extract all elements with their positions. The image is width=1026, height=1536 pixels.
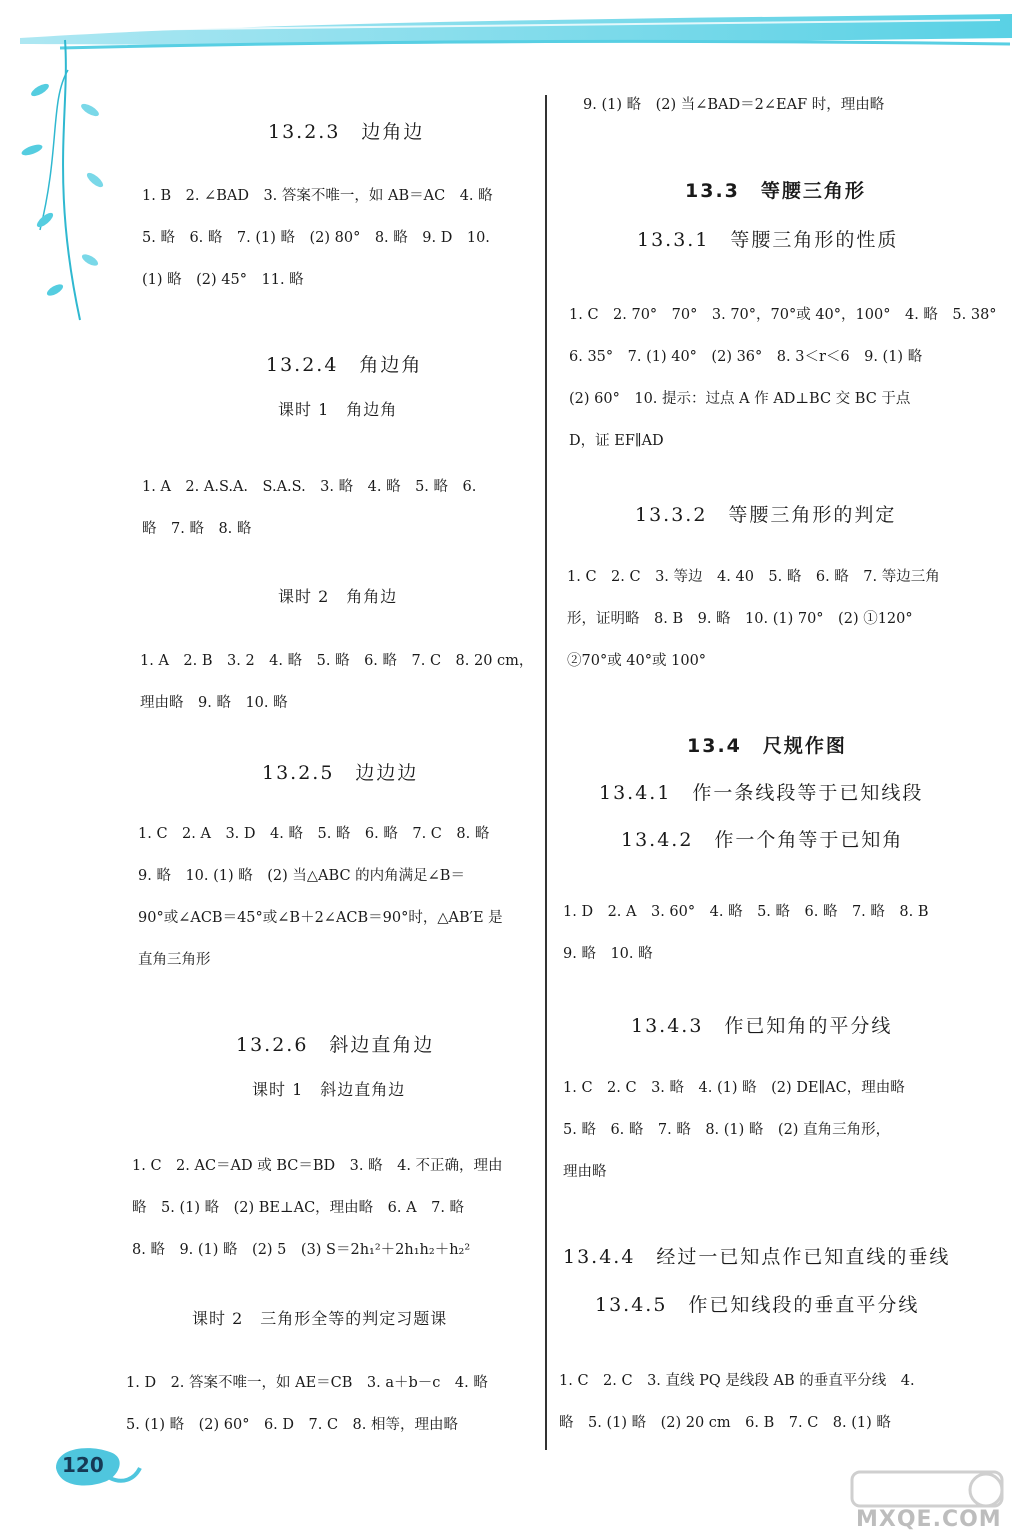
page-number: 120 (62, 1453, 104, 1477)
section-13-2-3-title: 13.2.3 边角边 (268, 121, 425, 143)
header-decoration (0, 0, 1026, 80)
column-divider (545, 95, 547, 1450)
section-13-4-4-title: 13.4.4 经过一已知点作已知直线的垂线 (563, 1246, 951, 1268)
lesson-1-answers: 1. A 2. A.S.A. S.A.S. 3. 略 4. 略 5. 略 6. 略 7. 略 8. 略 (142, 479, 477, 537)
section-13-3-2-title: 13.3.2 等腰三角形的判定 (635, 504, 897, 526)
continued-answer: 9. (1) 略 (2) 当∠BAD＝2∠EAF 时，理由略 (583, 97, 885, 113)
section-13-4-3-title: 13.4.3 作已知角的平分线 (631, 1015, 893, 1037)
section-13-3-1-answers: 1. C 2. 70° 70° 3. 70°，70°或 40°，100° 4. 略 5. 38° 6. 35° 7. (1) 40° (2) 36° 8. 3＜r＜6 9. (1) 略 (2) 60° 10. 提示：过点 A 作 AD⊥BC 交 BC 于点 D，证 EF∥AD (569, 307, 997, 449)
section-13-2-6-answers-1: 1. C 2. AC＝AD 或 BC＝BD 3. 略 4. 不正确，理由 略 5. (1) 略 (2) BE⊥AC，理由略 6. A 7. 略 8. 略 9. (1) 略 (2) 5 (3) S＝2h₁²＋2h₁h₂＋h₂² (132, 1158, 503, 1258)
section-13-2-6-answers-2: 1. D 2. 答案不唯一，如 AE＝CB 3. a＋b－c 4. 略 5. (1) 略 (2) 60° 6. D 7. C 8. 相等，理由略 (126, 1375, 488, 1433)
section-13-3-2-answers: 1. C 2. C 3. 等边 4. 40 5. 略 6. 略 7. 等边三角 形，证明略 8. B 9. 略 10. (1) 70° (2) ①120° ②70°或 40°或 100° (567, 569, 940, 669)
section-13-4-1-title: 13.4.1 作一条线段等于已知线段 (599, 782, 924, 804)
vine-decoration (10, 30, 120, 330)
lesson-2-title: 课时 2 角角边 (278, 587, 398, 606)
section-13-4-3-answers: 1. C 2. C 3. 略 4. (1) 略 (2) DE∥AC，理由略 5. 略 6. 略 7. 略 8. (1) 略 (2) 直角三角形， 理由略 (563, 1080, 905, 1180)
lesson-2-review-title: 课时 2 三角形全等的判定习题课 (192, 1309, 448, 1328)
section-13-2-5-title: 13.2.5 边边边 (262, 762, 419, 784)
lesson-1-title: 课时 1 角边角 (278, 400, 398, 419)
section-13-3-1-title: 13.3.1 等腰三角形的性质 (637, 229, 899, 251)
lesson-2-answers: 1. A 2. B 3. 2 4. 略 5. 略 6. 略 7. C 8. 20 cm， 理由略 9. 略 10. 略 (140, 653, 534, 711)
section-13-2-6-title: 13.2.6 斜边直角边 (236, 1034, 435, 1056)
section-13-4-5-title: 13.4.5 作已知线段的垂直平分线 (595, 1294, 920, 1316)
section-13-2-5-answers: 1. C 2. A 3. D 4. 略 5. 略 6. 略 7. C 8. 略 9. 略 10. (1) 略 (2) 当△ABC 的内角满足∠B＝ 90°或∠ACB＝45°或∠B＋2∠ACB＝90°时，△AB′E 是 直角三角形 (138, 826, 503, 968)
section-13-4-2-answers: 1. D 2. A 3. 60° 4. 略 5. 略 6. 略 7. 略 8. B 9. 略 10. 略 (563, 904, 929, 962)
section-13-4-2-title: 13.4.2 作一个角等于已知角 (621, 829, 904, 851)
section-13-2-3-answers: 1. B 2. ∠BAD 3. 答案不唯一，如 AB＝AC 4. 略 5. 略 6. 略 7. (1) 略 (2) 80° 8. 略 9. D 10. (1) 略 (2) 45° 11. 略 (142, 188, 493, 288)
watermark-text: MXQE.COM (856, 1507, 1002, 1532)
section-13-4-5-answers: 1. C 2. C 3. 直线 PQ 是线段 AB 的垂直平分线 4. 略 5. (1) 略 (2) 20 cm 6. B 7. C 8. (1) 略 (559, 1373, 915, 1431)
section-13-3-title: 13.3 等腰三角形 (685, 180, 866, 202)
lesson-1-hl-title: 课时 1 斜边直角边 (252, 1080, 406, 1099)
section-13-2-4-title: 13.2.4 角边角 (266, 354, 423, 376)
section-13-4-title: 13.4 尺规作图 (687, 735, 847, 757)
